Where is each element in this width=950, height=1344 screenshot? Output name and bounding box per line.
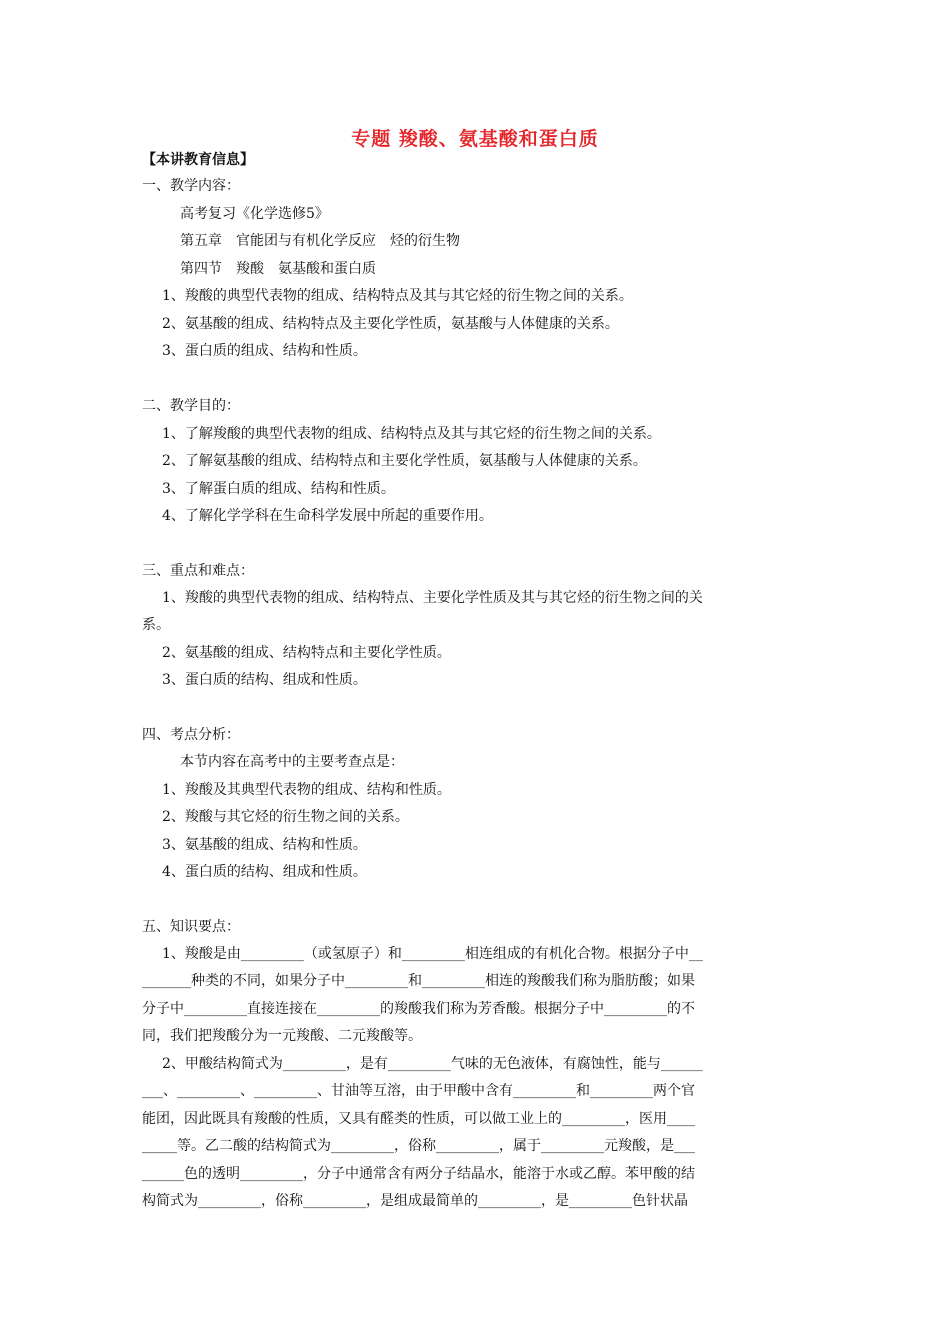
section-4-intro: 本节内容在高考中的主要考查点是： bbox=[180, 754, 404, 770]
section-3-item: 3、蛋白质的结构、组成和性质。 bbox=[162, 672, 367, 688]
paragraph-line: _____等。乙二酸的结构简式为_________，俗称_________，属于_________元羧酸，是___ bbox=[142, 1138, 695, 1154]
section-2-heading: 二、教学目的： bbox=[142, 398, 240, 414]
section-1-sub: 第四节 羧酸 氨基酸和蛋白质 bbox=[180, 261, 376, 277]
paragraph-line: 同，我们把羧酸分为一元羧酸、二元羧酸等。 bbox=[142, 1028, 422, 1044]
section-4-item: 1、羧酸及其典型代表物的组成、结构和性质。 bbox=[162, 782, 451, 798]
section-2-item: 4、了解化学学科在生命科学发展中所起的重要作用。 bbox=[162, 508, 493, 524]
paragraph-line: ______色的透明_________，分子中通常含有两分子结晶水，能溶于水或乙醇。苯甲酸的结 bbox=[142, 1166, 695, 1182]
section-3-item-cont: 系。 bbox=[142, 617, 170, 633]
section-1-sub: 高考复习《化学选修5》 bbox=[180, 206, 329, 222]
section-3-heading: 三、重点和难点： bbox=[142, 563, 254, 579]
section-4-item: 2、羧酸与其它烃的衍生物之间的关系。 bbox=[162, 809, 409, 825]
section-2-item: 2、了解氨基酸的组成、结构特点和主要化学性质，氨基酸与人体健康的关系。 bbox=[162, 453, 647, 469]
document-title: 专题 羧酸、氨基酸和蛋白质 bbox=[351, 128, 599, 150]
section-1-sub: 第五章 官能团与有机化学反应 烃的衍生物 bbox=[180, 233, 460, 249]
section-5-heading: 五、知识要点： bbox=[142, 919, 240, 935]
section-2-item: 3、了解蛋白质的组成、结构和性质。 bbox=[162, 481, 395, 497]
paragraph-line: ___、_________、_________、甘油等互溶，由于甲酸中含有_________和_________两个官 bbox=[142, 1083, 695, 1099]
section-4-item: 3、氨基酸的组成、结构和性质。 bbox=[162, 837, 367, 853]
section-3-item: 1、羧酸的典型代表物的组成、结构特点、主要化学性质及其与其它烃的衍生物之间的关 bbox=[162, 590, 703, 606]
section-3-item: 2、氨基酸的组成、结构特点和主要化学性质。 bbox=[162, 645, 451, 661]
section-1-item: 1、羧酸的典型代表物的组成、结构特点及其与其它烃的衍生物之间的关系。 bbox=[162, 288, 633, 304]
paragraph-line: 分子中_________直接连接在_________的羧酸我们称为芳香酸。根据分子中_________的不 bbox=[142, 1001, 695, 1017]
section-label: 【本讲教育信息】 bbox=[142, 152, 254, 168]
section-1-heading: 一、教学内容： bbox=[142, 178, 240, 194]
section-1-item: 2、氨基酸的组成、结构特点及主要化学性质，氨基酸与人体健康的关系。 bbox=[162, 316, 619, 332]
paragraph-line: 2、甲酸结构简式为_________，是有_________气味的无色液体，有腐蚀性，能与______ bbox=[162, 1056, 703, 1072]
paragraph-line: 构简式为_________，俗称_________，是组成最简单的_________，是_________色针状晶 bbox=[142, 1193, 688, 1209]
section-4-item: 4、蛋白质的结构、组成和性质。 bbox=[162, 864, 367, 880]
section-4-heading: 四、考点分析： bbox=[142, 727, 240, 743]
section-1-item: 3、蛋白质的组成、结构和性质。 bbox=[162, 343, 367, 359]
section-2-item: 1、了解羧酸的典型代表物的组成、结构特点及其与其它烃的衍生物之间的关系。 bbox=[162, 426, 661, 442]
paragraph-line: _______种类的不同，如果分子中_________和_________相连的羧酸我们称为脂肪酸；如果 bbox=[142, 973, 695, 989]
paragraph-line: 能团，因此既具有羧酸的性质，又具有醛类的性质，可以做工业上的_________，医用____ bbox=[142, 1111, 695, 1127]
paragraph-line: 1、羧酸是由_________（或氢原子）和_________相连组成的有机化合物。根据分子中__ bbox=[162, 946, 703, 962]
